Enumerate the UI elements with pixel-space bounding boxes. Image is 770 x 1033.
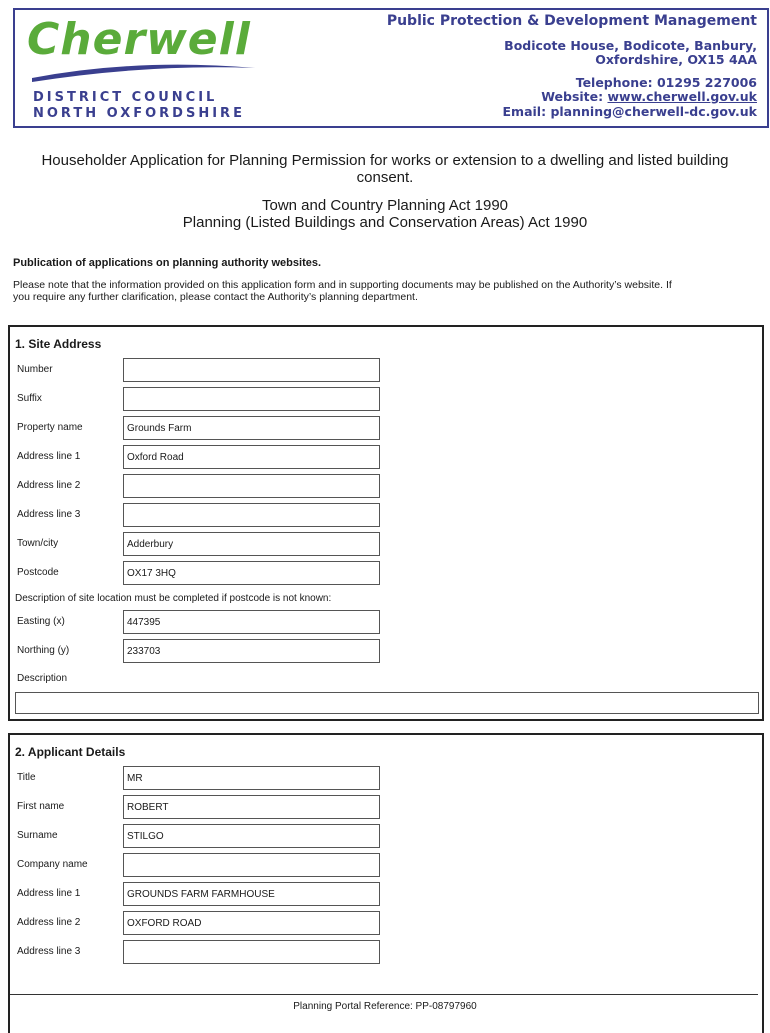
- publication-heading: Publication of applications on planning authority websites.: [13, 257, 322, 269]
- field-row-company-name: [10, 853, 762, 879]
- field-label: Easting (x): [17, 616, 65, 627]
- field-label: First name: [17, 801, 65, 812]
- document-title-line1: Householder Application for Planning Permission for works or extension to a dwelling and listed building: [41, 152, 729, 169]
- field-row-address-line-2: [10, 911, 762, 937]
- field-label: Property name: [17, 422, 83, 433]
- field-label: Address line 2: [17, 917, 81, 928]
- address-line-1-field[interactable]: Oxford Road: [123, 445, 380, 469]
- applicant-details-section: [8, 733, 764, 1033]
- logo-swoosh-icon: [27, 56, 257, 86]
- section-title: 2. Applicant Details: [15, 745, 126, 759]
- field-label: Surname: [17, 830, 58, 841]
- contact-block: [387, 14, 757, 119]
- header-banner: [13, 8, 769, 128]
- field-label: Address line 3: [17, 509, 81, 520]
- email-label: Email:: [502, 103, 551, 119]
- field-label: Suffix: [17, 393, 42, 404]
- website-label: Website:: [541, 89, 608, 104]
- act-1: Town and Country Planning Act 1990: [262, 197, 508, 214]
- document-title-line2: consent.: [356, 169, 414, 186]
- field-label: Number: [17, 364, 53, 375]
- easting-field[interactable]: 447395: [123, 610, 380, 634]
- property-name-field[interactable]: Grounds Farm: [123, 416, 380, 440]
- field-row-address-line-1: [10, 882, 762, 908]
- email-link[interactable]: planning@cherwell-dc.gov.uk: [550, 103, 757, 119]
- publication-note-line1: Please note that the information provided on this application form and in supporting documents may be published on the Authority’s website. If: [13, 279, 672, 291]
- field-label: Postcode: [17, 567, 59, 578]
- section-title: 1. Site Address: [15, 337, 102, 351]
- field-label: Address line 1: [17, 451, 81, 462]
- field-row-surname: [10, 824, 762, 850]
- field-row-property-name: [10, 416, 762, 442]
- field-row-address-line-3: [10, 503, 762, 529]
- town-city-field[interactable]: Adderbury: [123, 532, 380, 556]
- field-label: Northing (y): [17, 645, 70, 656]
- applicant-address-line-3-field[interactable]: [123, 940, 380, 964]
- address-line2: Oxfordshire, OX15 4AA: [595, 52, 757, 67]
- applicant-address-line-2-field[interactable]: OXFORD ROAD: [123, 911, 380, 935]
- field-row-northing: [10, 639, 762, 665]
- address-line1: Bodicote House, Bodicote, Banbury,: [504, 37, 757, 53]
- postcode-field[interactable]: OX17 3HQ: [123, 561, 380, 585]
- act-2: Planning (Listed Buildings and Conservation Areas) Act 1990: [182, 214, 588, 231]
- field-row-address-line-3: [10, 940, 762, 966]
- field-label: Town/city: [17, 538, 59, 549]
- field-row-address-line-2: [10, 474, 762, 500]
- site-address-section: [8, 325, 764, 721]
- field-row-easting: [10, 610, 762, 636]
- document-title: [0, 152, 770, 186]
- field-label: Title: [17, 772, 36, 783]
- address-line-3-field[interactable]: [123, 503, 380, 527]
- field-row-title: [10, 766, 762, 792]
- portal-reference: Planning Portal Reference: PP-08797960: [293, 1001, 477, 1012]
- company-name-field[interactable]: [123, 853, 380, 877]
- publication-note: [13, 279, 758, 303]
- email-row: [387, 105, 757, 120]
- description-label: Description: [17, 673, 68, 684]
- field-label: Address line 1: [17, 888, 81, 899]
- field-row-suffix: [10, 387, 762, 413]
- field-row-town-city: [10, 532, 762, 558]
- northing-field[interactable]: 233703: [123, 639, 380, 663]
- acts-block: [0, 197, 770, 231]
- field-label: Address line 3: [17, 946, 81, 957]
- number-field[interactable]: [123, 358, 380, 382]
- council-name-line2: NORTH OXFORDSHIRE: [33, 106, 245, 121]
- suffix-field[interactable]: [123, 387, 380, 411]
- field-row-postcode: [10, 561, 762, 587]
- publication-note-line2: you require any further clarification, please contact the Authority’s planning department.: [13, 291, 418, 303]
- surname-field[interactable]: STILGO: [123, 824, 380, 848]
- address-line-2-field[interactable]: [123, 474, 380, 498]
- applicant-address-line-1-field[interactable]: GROUNDS FARM FARMHOUSE: [123, 882, 380, 906]
- location-note: Description of site location must be completed if postcode is not known:: [15, 593, 332, 604]
- telephone: Telephone: 01295 227006: [575, 74, 757, 90]
- description-field[interactable]: [15, 692, 759, 714]
- website-row: [387, 90, 757, 105]
- field-row-first-name: [10, 795, 762, 821]
- council-name: [33, 90, 245, 122]
- field-row-address-line-1: [10, 445, 762, 471]
- department-name: Public Protection & Development Management: [386, 13, 757, 29]
- title-field[interactable]: MR: [123, 766, 380, 790]
- footer-divider: [10, 994, 758, 995]
- field-row-number: [10, 358, 762, 384]
- council-name-line1: DISTRICT COUNCIL: [33, 90, 218, 105]
- field-label: Company name: [17, 859, 88, 870]
- council-logo-word: Cherwell: [27, 14, 251, 65]
- field-label: Address line 2: [17, 480, 81, 491]
- website-link[interactable]: www.cherwell.gov.uk: [607, 89, 757, 104]
- first-name-field[interactable]: ROBERT: [123, 795, 380, 819]
